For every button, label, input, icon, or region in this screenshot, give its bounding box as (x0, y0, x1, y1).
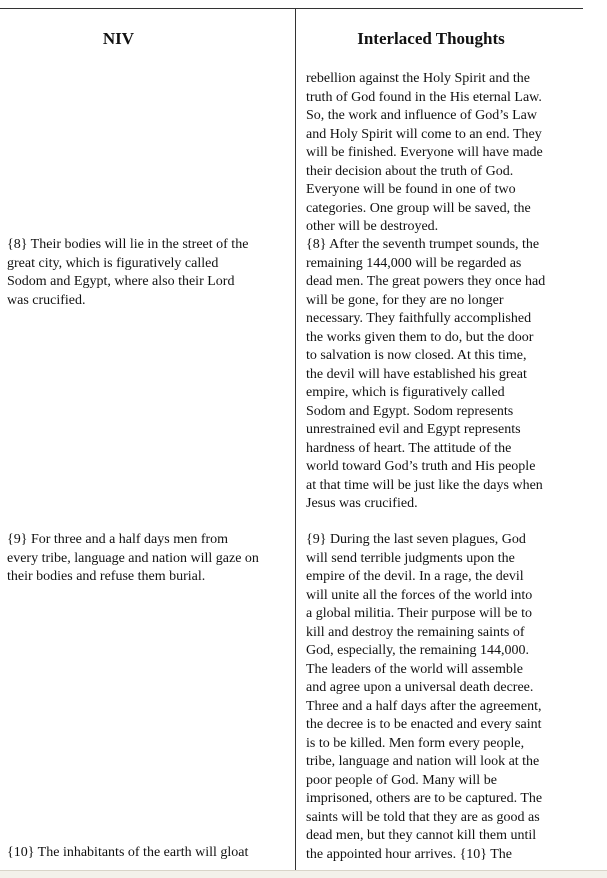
thoughts-verse-8: {8} After the seventh trumpet sounds, the remaining 144,000 will be regarded as dead men. The great powers they once had will be gone, for they are no longer necessary. They faithfully accomplished the works given them to do, but the door to salvation is now closed. At this time, the devil will have established his great empire, which is figuratively called Sodom and Egypt. Sodom represents unrestrained evil and Egypt represents hardness of heart. The attitude of the world toward God’s truth and His people at that time will be just like the days when Jesus was crucified. (306, 237, 546, 511)
header-niv: NIV (102, 29, 135, 48)
niv-verse-10: {10} The inhabitants of the earth will gloat (7, 845, 249, 860)
table-top-border (0, 8, 583, 9)
header-interlaced-thoughts: Interlaced Thoughts (357, 29, 505, 48)
niv-verse-9: {9} For three and a half days men from every tribe, language and nation will gaze on their bodies and refuse them burial. (7, 532, 259, 584)
column-divider (295, 8, 296, 870)
thoughts-continuation: rebellion against the Holy Spirit and the truth of God found in the His eternal Law. So, the work and influence of God’s Law and Holy Spirit will come to an end. They will be finished. Everyone will have made their decision about the truth of God. Everyone will be found in one of two categories. One group will be saved, the other will be destroyed. (306, 71, 543, 234)
thoughts-verse-9: {9} During the last seven plagues, God will send terrible judgments upon the empire of the devil. In a rage, the devil will unite all the forces of the world into a global militia. Their purpose will be to kill and destroy the remaining saints of God, especially, the remaining 144,000. The leaders of the world will assemble and agree upon a universal death decree. Three and a half days after the agreement, the decree is to be enacted and every saint is to be killed. Men form every people, tribe, language and nation will look at the poor people of God. Many will be imprisoned, others are to be captured. The saints will be told that they are as good as dead men, but they cannot kill them until the appointed hour arrives. {10} The (306, 532, 543, 862)
niv-verse-8: {8} Their bodies will lie in the street of the great city, which is figuratively called Sodom and Egypt, where also their Lord was crucified. (7, 237, 249, 308)
